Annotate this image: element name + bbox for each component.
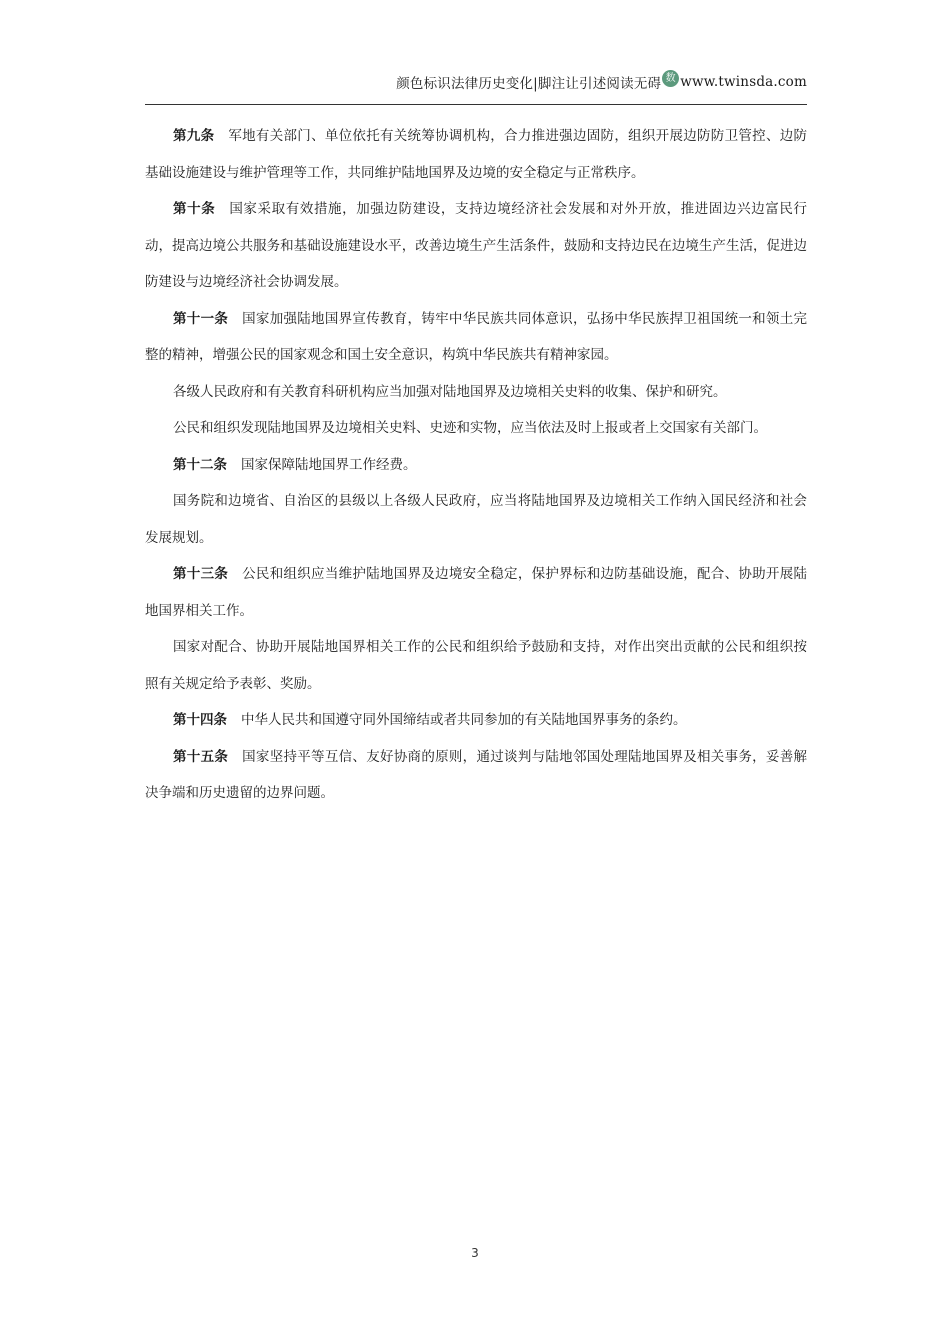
article-number: 第十五条: [173, 748, 229, 765]
article-number: 第十条: [173, 201, 216, 217]
article-number: 第十四条: [173, 712, 227, 728]
paragraph: [145, 702, 807, 739]
paragraph-text: 国家加强陆地国界宣传教育，铸牢中华民族共同体意识，弘扬中华民族捍卫祖国统一和领土完整的精神，增强公民的国家观念和国土安全意识，构筑中华民族共有精神家园。: [145, 310, 808, 363]
document-body: [145, 118, 807, 812]
paragraph: [145, 191, 807, 301]
paragraph: [145, 374, 807, 411]
paragraph-text: 公民和组织应当维护陆地国界及边境安全稳定，保护界标和边防基础设施，配合、协助开展陆地国界相关工作。: [145, 566, 808, 619]
paragraph-text: 各级人民政府和有关教育科研机构应当加强对陆地国界及边境相关史料的收集、保护和研究。: [173, 383, 727, 400]
article-number: 第十一条: [173, 310, 229, 327]
paragraph: [145, 447, 807, 484]
paragraph-text: 公民和组织发现陆地国界及边境相关史料、史迹和实物，应当依法及时上报或者上交国家有关部门。: [173, 420, 767, 436]
paragraph: [145, 410, 807, 447]
paragraph-text: 中华人民共和国遵守同外国缔结或者共同参加的有关陆地国界事务的条约。: [241, 712, 687, 728]
header-line: [396, 72, 807, 92]
paragraph-text: 国家采取有效措施，加强边防建设，支持边境经济社会发展和对外开放，推进固边兴边富民行动，提高边境公共服务和基础设施建设水平，改善边境生产生活条件，鼓励和支持边民在边境生产生活，促进边防建设与边境经济社会协调发展。: [145, 201, 808, 290]
paragraph-text: 国家坚持平等互信、友好协商的原则，通过谈判与陆地邻国处理陆地国界及相关事务，妥善解决争端和历史遗留的边界问题。: [145, 748, 808, 801]
site-logo-icon: 数: [662, 70, 679, 87]
article-number: 第十二条: [173, 456, 227, 473]
paragraph: [145, 118, 807, 191]
paragraph: [145, 483, 807, 556]
paragraph-text: 国务院和边境省、自治区的县级以上各级人民政府，应当将陆地国界及边境相关工作纳入国民经济和社会发展规划。: [145, 493, 807, 546]
article-number: 第十三条: [173, 566, 229, 582]
page-header: [145, 66, 807, 105]
paragraph: [145, 629, 807, 702]
header-url[interactable]: www.twinsda.com: [680, 74, 807, 90]
paragraph-text: 军地有关部门、单位依托有关统筹协调机构，合力推进强边固防，组织开展边防防卫管控、边防基础设施建设与维护管理等工作，共同维护陆地国界及边境的安全稳定与正常秩序。: [145, 128, 808, 181]
paragraph-text: 国家对配合、协助开展陆地国界相关工作的公民和组织给予鼓励和支持，对作出突出贡献的公民和组织按照有关规定给予表彰、奖励。: [145, 639, 807, 692]
article-number: 第九条: [173, 128, 215, 144]
page-number: 3: [471, 1246, 479, 1260]
paragraph: [145, 556, 807, 629]
paragraph: [145, 301, 807, 374]
paragraph: [145, 739, 807, 812]
paragraph-text: 国家保障陆地国界工作经费。: [241, 456, 417, 473]
header-title: 颜色标识法律历史变化|脚注让引述阅读无碍: [396, 76, 662, 92]
